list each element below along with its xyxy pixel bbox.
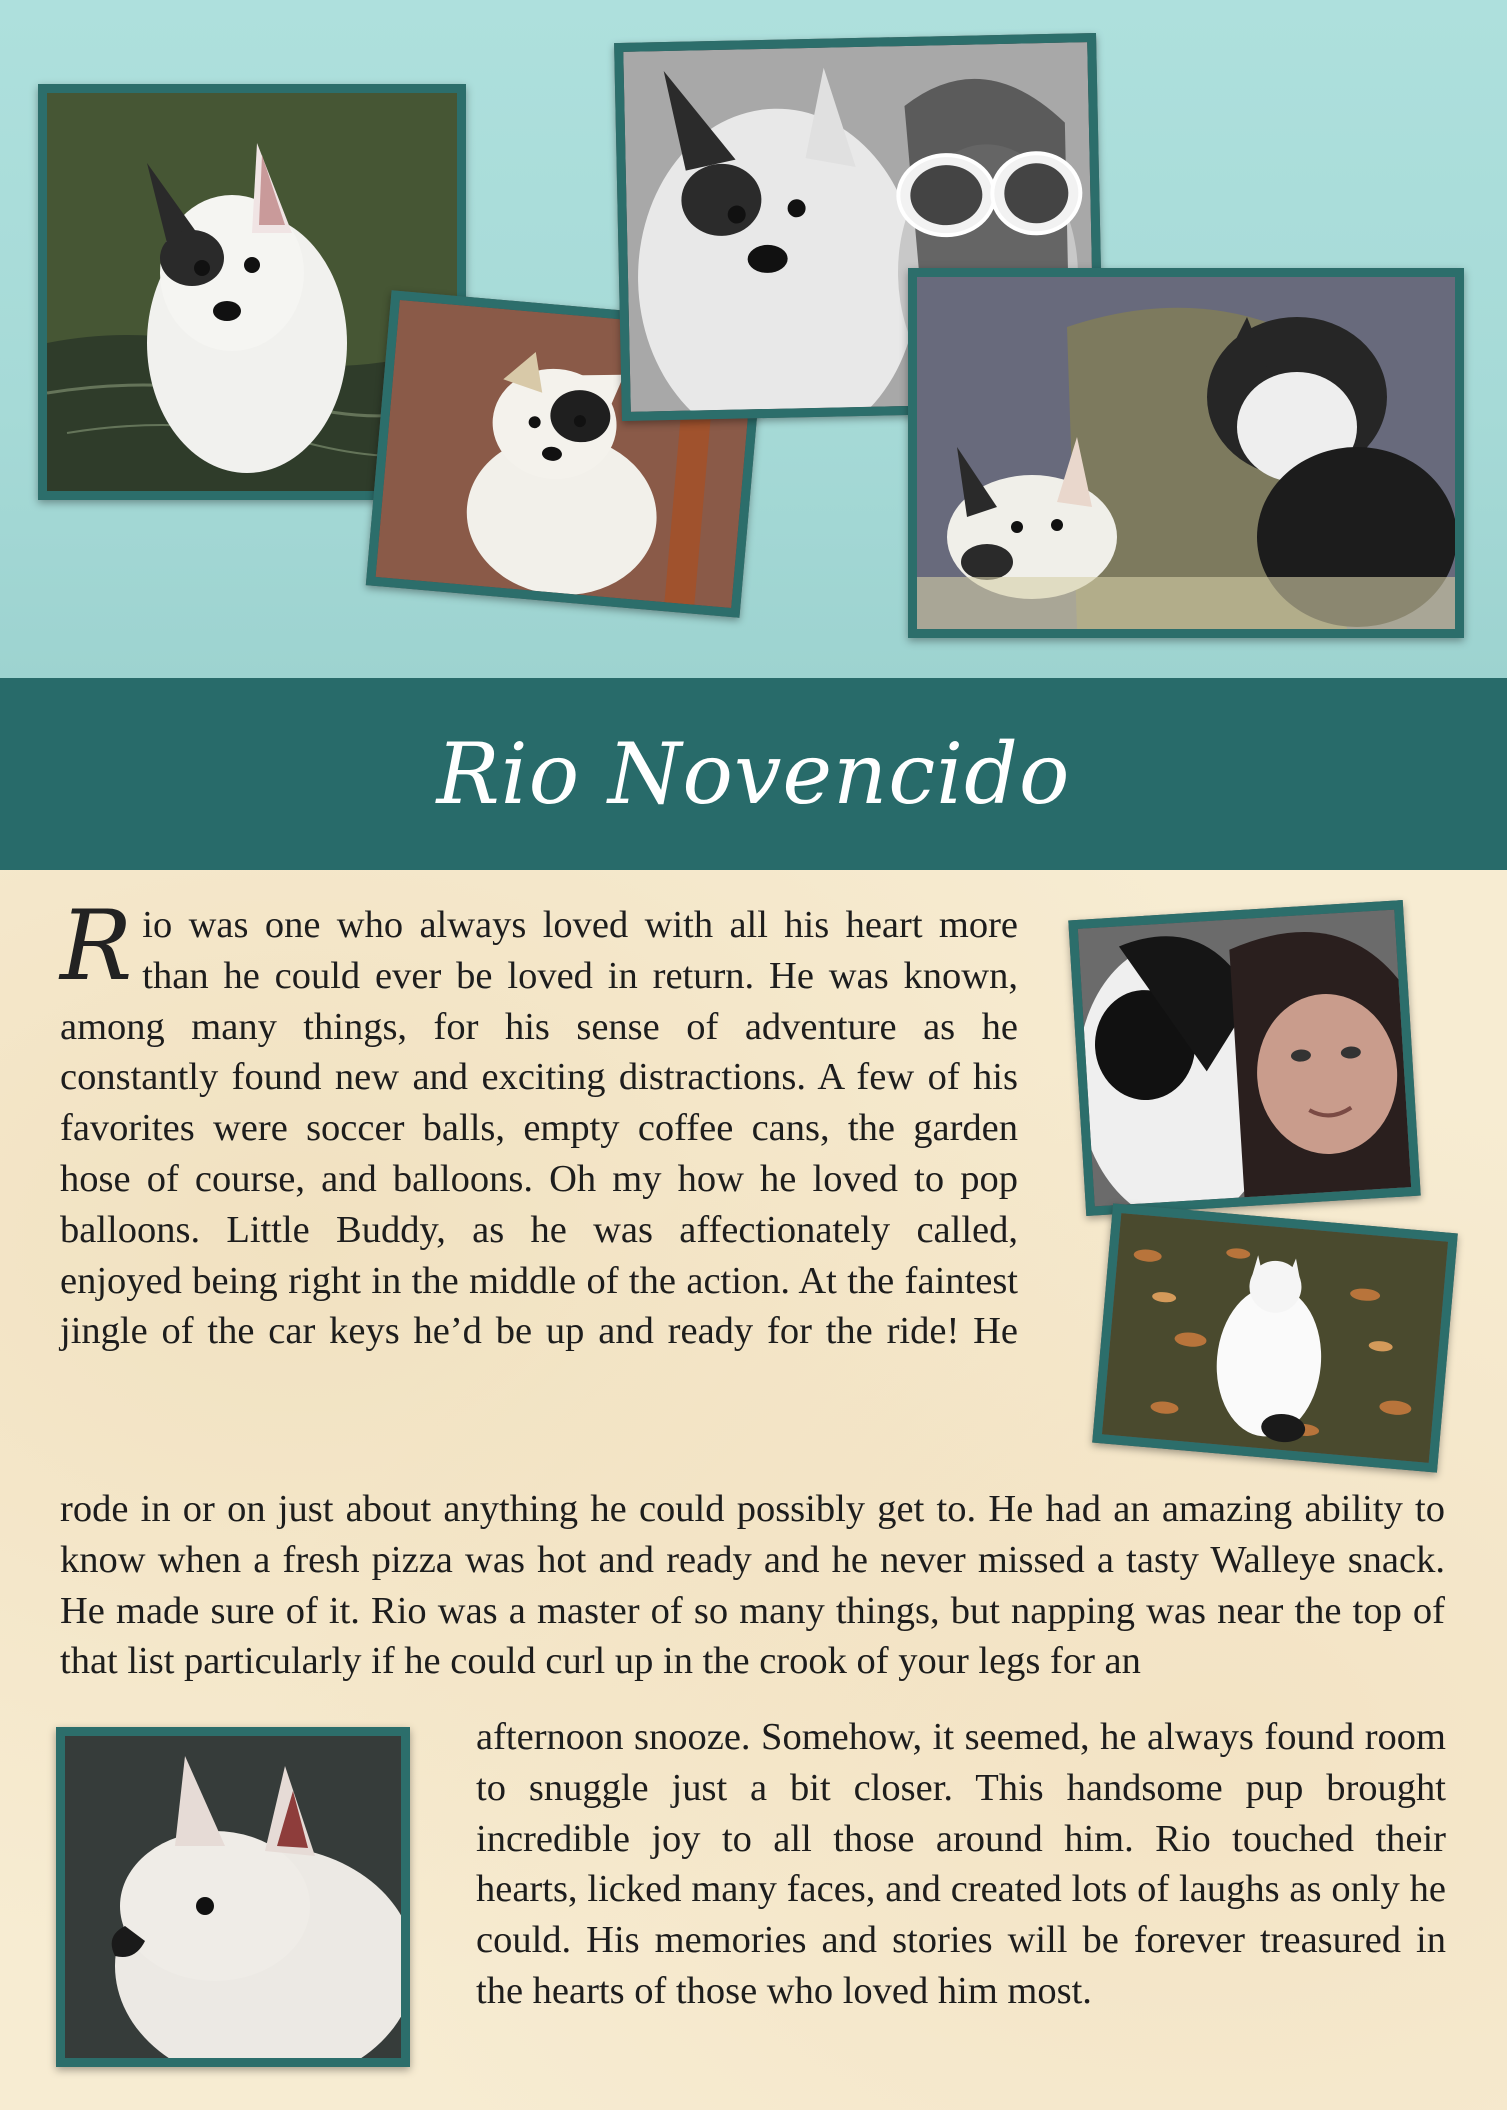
body-paragraph-1-text: io was one who always loved with all his heart more than he could ever be loved in return. He was known, among many things, for his sense of adventure as he constantly found new and exciting distractions. A few of his favorites were soccer balls, empty coffee cans, the garden hose of course, and balloons. Oh my how he loved to pop balloons. Little Buddy, as he was affectionately called, enjoyed being right in the middle of the action. At the faintest jingle of the car keys he’d be up and ready for the ride! He	[60, 904, 1018, 1353]
title-band	[0, 678, 1507, 870]
body-paragraph-1	[60, 890, 1018, 1357]
body-paragraph-2: rode in or on just about anything he could possibly get to. He had an amazing ability to know when a fresh pizza was hot and ready and he never missed a tasty Walleye snack. He made sure of it. Rio was a master of so many things, but napping was near the top of that list particularly if he could curl up in the crook of your legs for an	[60, 1488, 1445, 1683]
photo-dog-and-cat-on-blanket	[908, 268, 1464, 638]
body-paragraph-3: afternoon snooze. Somehow, it seemed, he always found room to snuggle just a bit closer. This handsome pup brought incredible joy to all those around him. Rio touched their hearts, licked many faces, and created lots of laughs as only he could. His memories and stories will be forever treasured in the hearts of those who loved him most.	[476, 1716, 1446, 2012]
page-title: Rio Novencido	[436, 725, 1071, 823]
photo-dog-cuddling-woman	[1068, 900, 1420, 1216]
dropcap-letter: R	[60, 890, 133, 1002]
photo-dog-profile-portrait	[56, 1727, 410, 2067]
photo-dog-in-autumn-leaves	[1092, 1203, 1458, 1472]
